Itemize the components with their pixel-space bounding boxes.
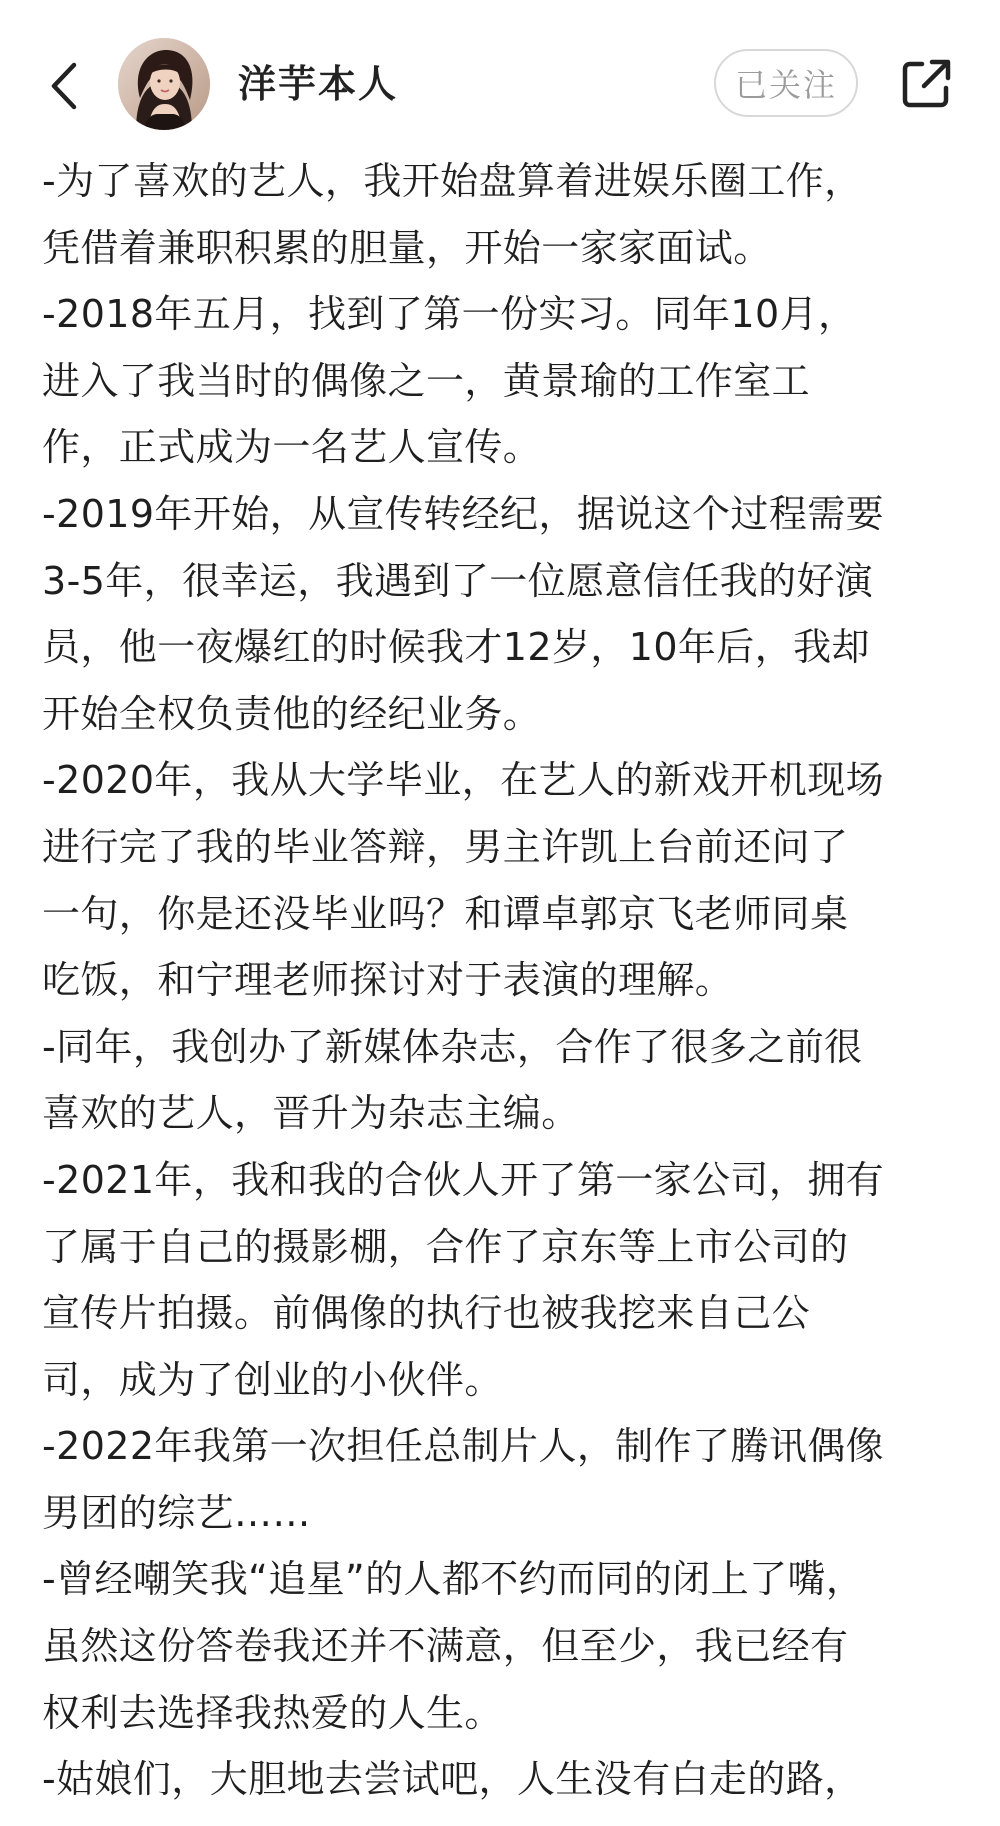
share-icon [896,54,956,114]
post-text-line: 凭借着兼职积累的胆量，开始一家家面试。 [42,225,772,270]
chevron-left-icon [48,61,80,111]
post-text-line: -为了喜欢的艺人，我开始盘算着进娱乐圈工作， [42,159,863,203]
post-text-line: 权利去选择我热爱的人生。 [42,1690,503,1735]
top-navigation-bar [0,0,1000,170]
post-text-line: 员，他一夜爆红的时候我才12岁，10年后，我却 [42,625,870,670]
post-text-line: -2019年开始，从宣传转经纪，据说这个过程需要 [42,491,885,536]
post-text-line: -2021年，我和我的合伙人开了第一家公司，拥有 [42,1157,885,1202]
post-text-line: 开始全权负责他的经纪业务。 [42,691,542,736]
post-content [42,148,972,1813]
post-text-line: 作，正式成为一名艺人宣传。 [42,425,542,470]
post-text-line: -2018年五月，找到了第一份实习。同年10月， [42,292,857,337]
post-text-line: -曾经嘲笑我“追星”的人都不约而同的闭上了嘴， [42,1557,865,1602]
post-text-line: 吃饭，和宁理老师探讨对于表演的理解。 [42,958,734,1003]
post-text-line: 3-5年，很幸运，我遇到了一位愿意信任我的好演 [42,558,874,603]
post-text-line: 喜欢的艺人，晋升为杂志主编。 [42,1091,580,1136]
post-text-line: -2022年我第一次担任总制片人，制作了腾讯偶像 [42,1424,885,1469]
post-text-line: 宣传片拍摄。前偶像的执行也被我挖来自己公 [42,1291,811,1336]
post-text-line: -2020年，我从大学毕业，在艺人的新戏开机现场 [42,758,885,803]
post-text-line: 一句，你是还没毕业吗？和谭卓郭京飞老师同桌 [42,891,849,936]
avatar-photo [118,38,210,130]
post-text-line: -姑娘们，大胆地去尝试吧，人生没有白走的路， [42,1757,863,1802]
post-text-line: 进入了我当时的偶像之一，黄景瑜的工作室工 [42,358,811,403]
post-text-line: 进行完了我的毕业答辩，男主许凯上台前还问了 [42,824,849,869]
post-text-line: 司，成为了创业的小伙伴。 [42,1357,503,1402]
post-text-line: 了属于自己的摄影棚，合作了京东等上市公司的 [42,1224,849,1269]
back-button[interactable] [40,58,88,114]
follow-button[interactable]: 已关注 [714,49,858,117]
post-text-line: 男团的综艺…… [42,1490,311,1535]
post-text-line: 虽然这份答卷我还并不满意，但至少，我已经有 [42,1624,849,1669]
post-text-line: -同年，我创办了新媒体杂志，合作了很多之前很 [42,1024,863,1069]
share-button[interactable] [896,54,956,114]
avatar[interactable] [118,38,210,130]
username[interactable]: 洋芋本人 [238,62,399,106]
